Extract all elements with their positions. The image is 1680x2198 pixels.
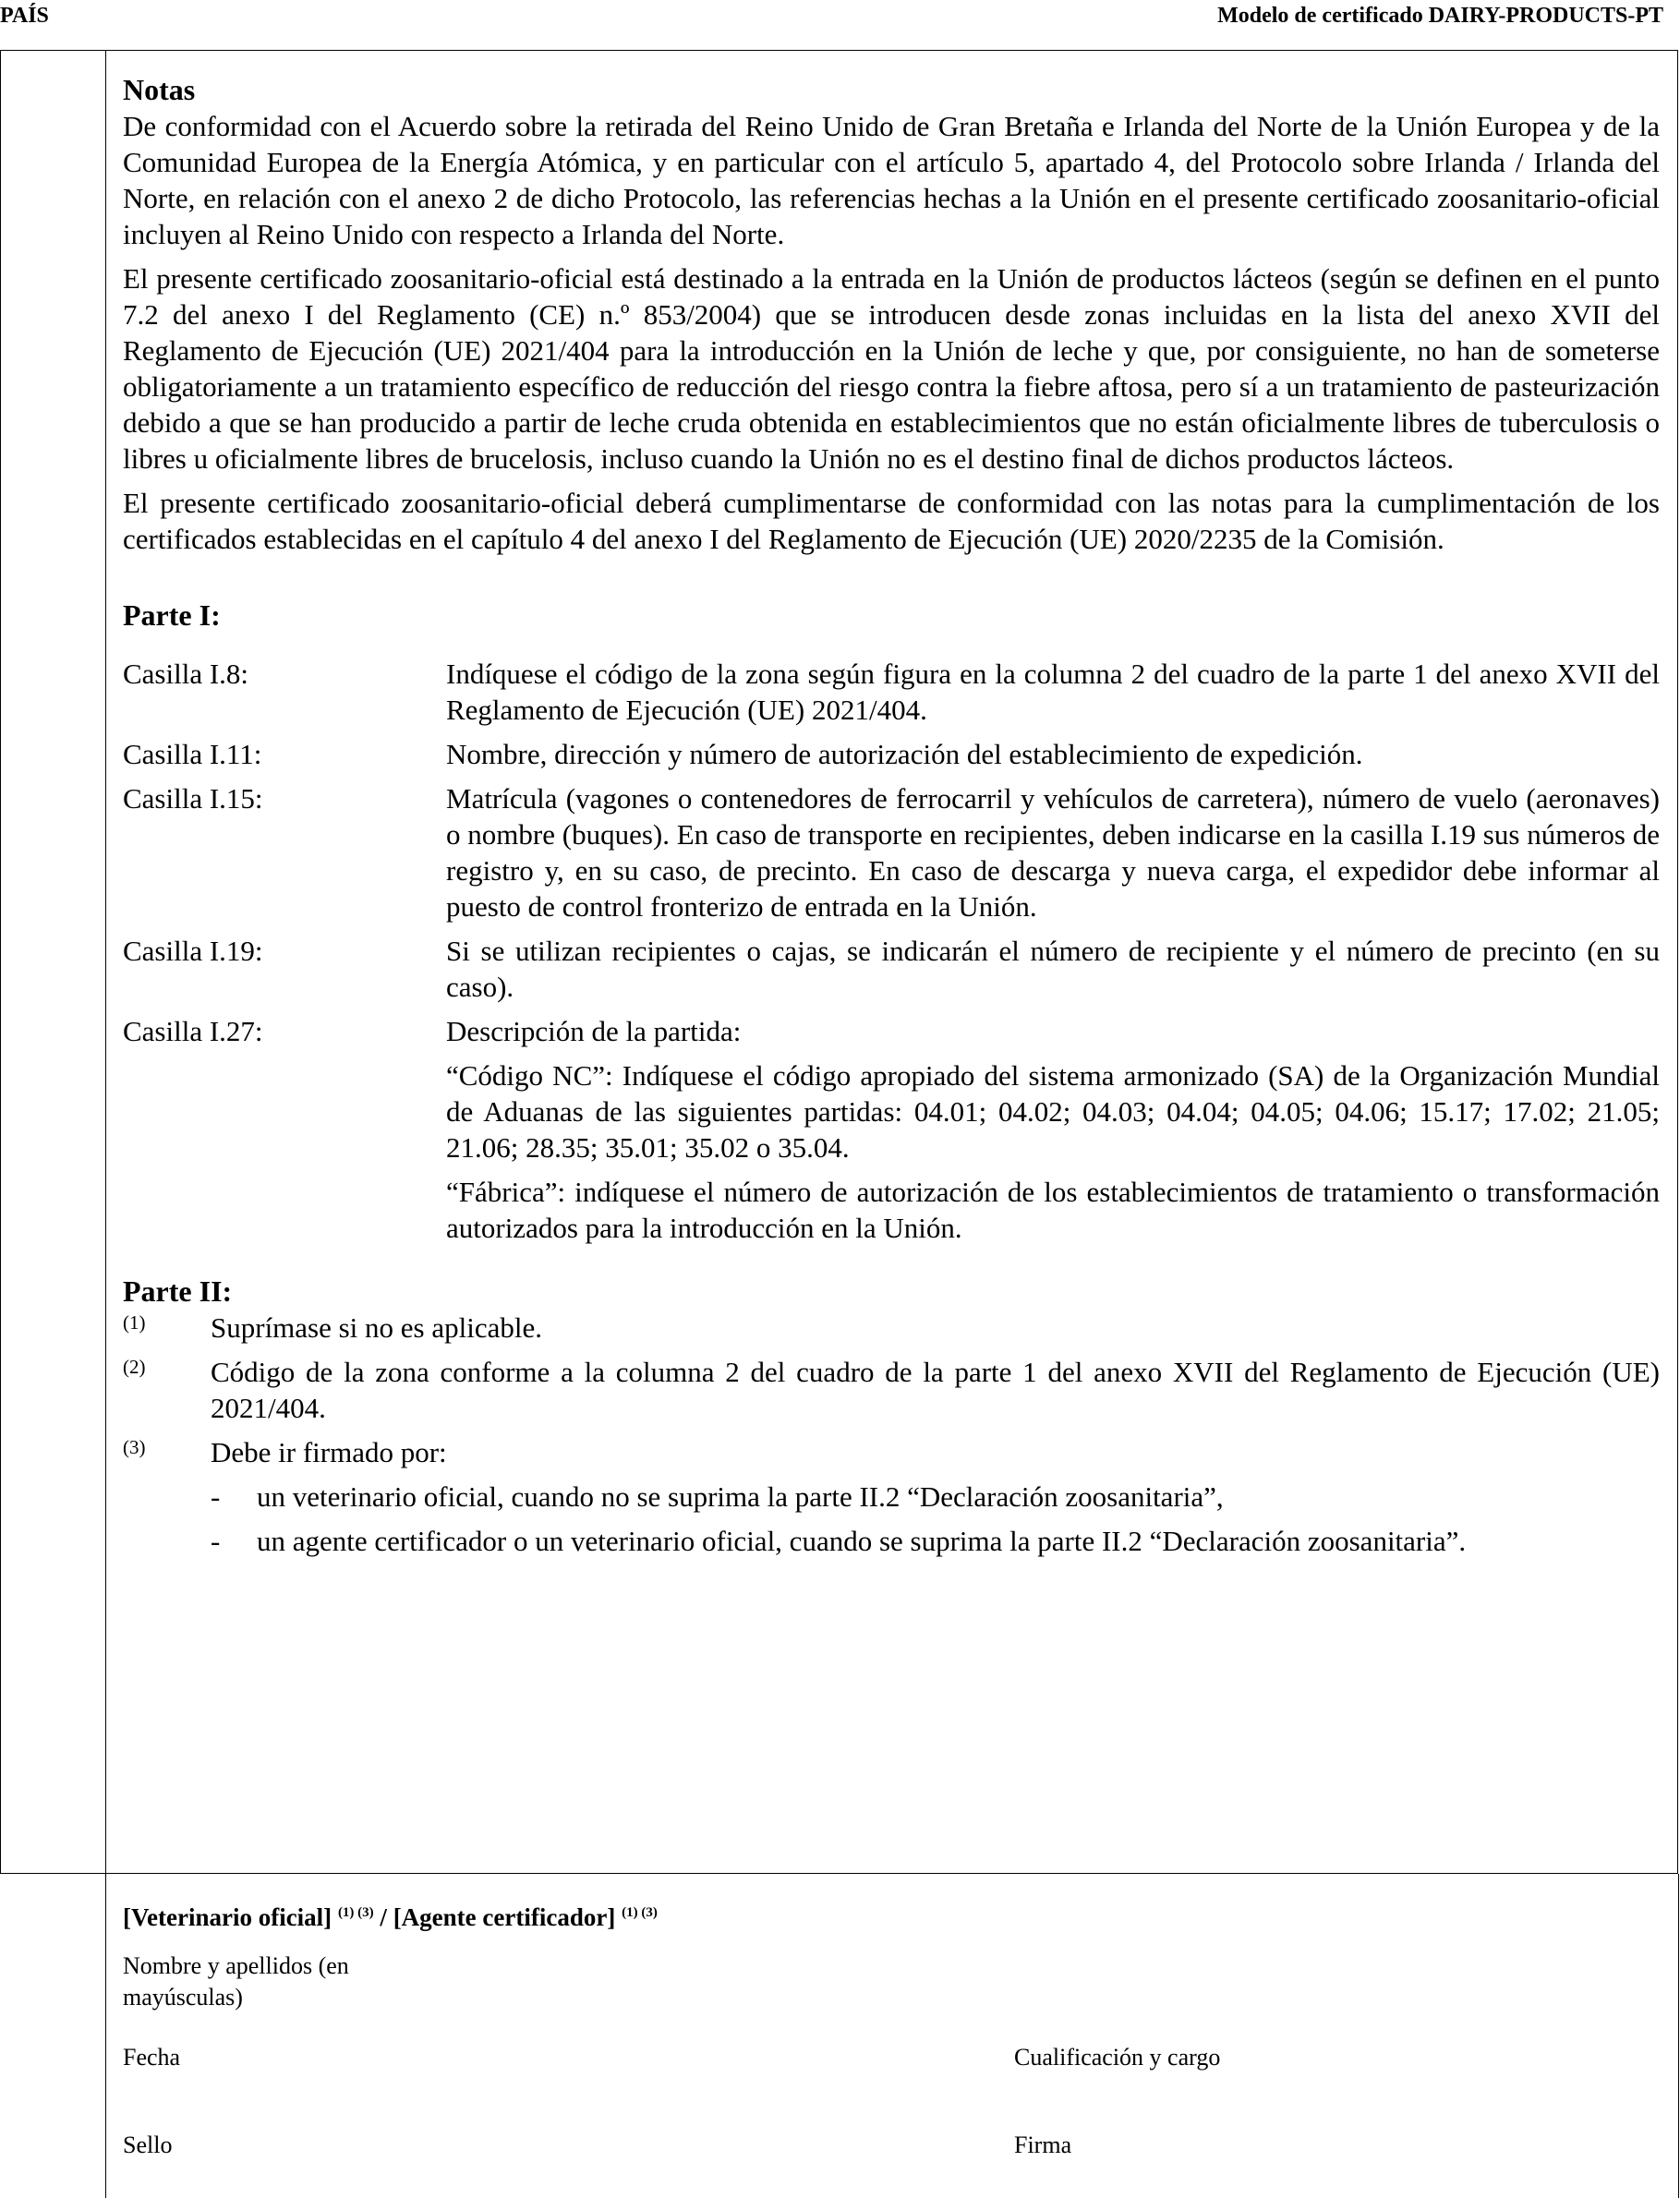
notes-paragraph: De conformidad con el Acuerdo sobre la retirada del Reino Unido de Gran Bretaña e Irlanda del Norte de la Unión Europea y de la Comunidad Europea de la Energía Atómica, y en particular con el artículo 5, apartado 4, del Protocolo sobre Irlanda / Irlanda del Norte, en relación con el anexo 2 de dicho Protocolo, las referencias hechas a la Unión en el presente certificado zoosanitario-oficial incluyen al Reino Unido con respecto a Irlanda del Norte. [123,110,1660,250]
footnote-ref: (1) (3) [337,1905,374,1920]
footnote [123,1310,1660,1346]
header-model: Modelo de certificado DAIRY-PRODUCTS-PT [1217,4,1663,28]
bullet-item [211,1523,1660,1559]
footnote-text: Código de la zona conforme a la columna 2 del cuadro de la parte 1 del anexo XVII del Reglamento de Ejecución (UE) 2021/404. [211,1356,1660,1424]
footnote-number: (1) [123,1311,146,1334]
footnote-number: (2) [123,1356,146,1378]
bullet-text: un veterinario oficial, cuando no se suprima la parte II.2 “Declaración zoosanitaria”, [257,1480,1224,1513]
footnote-number: (3) [123,1436,146,1458]
notes-content [123,72,1660,1567]
casilla-label: Casilla I.11: [123,738,262,770]
left-column-divider [105,50,106,2198]
stamp-field-label: Sello [123,2132,173,2158]
footnote [123,1434,1660,1470]
casilla-text: Descripción de la partida: [446,1015,742,1047]
official-vet-label: [Veterinario oficial] [123,1903,332,1931]
casilla-text: Matrícula (vagones o contenedores de ferrocarril y vehículos de carretera), número de vuelo (aeronaves) o nombre (buques). En caso de transporte en recipientes, deben indicarse en la casilla I.19 sus números de registro y, en su caso, de precinto. En caso de descarga y nueva carga, el expedidor debe informar al puesto de control fronterizo de entrada en la Unión. [446,782,1660,923]
casilla-item [123,780,1660,924]
certifying-agent-label: [Agente certificador] [393,1903,616,1931]
casilla-item [123,1013,1660,1246]
footnote-ref: (1) (3) [622,1905,658,1920]
notes-title: Notas [123,73,196,106]
casilla-text: Nombre, dirección y número de autorización del establecimiento de expedición. [446,738,1363,770]
casilla-text: “Fábrica”: indíquese el número de autorización de los establecimientos de tratamiento o transformación autorizados para la introducción en la Unión. [446,1176,1660,1244]
casilla-label: Casilla I.27: [123,1015,263,1047]
casilla-text: Si se utilizan recipientes o cajas, se indicarán el número de recipiente y el número de precinto (en su caso). [446,935,1660,1003]
footnote-text: Suprímase si no es aplicable. [211,1311,542,1344]
casilla-item [123,656,1660,728]
part2-title: Parte II: [123,1274,233,1308]
bullet-text: un agente certificador o un veterinario oficial, cuando se suprima la parte II.2 “Declaración zoosanitaria”. [257,1525,1467,1557]
bullet-dash: - [211,1525,221,1557]
casilla-label: Casilla I.8: [123,658,249,690]
signature-field-label: Firma [1014,2132,1072,2158]
bullet-dash: - [211,1480,221,1513]
casilla-item [123,933,1660,1005]
footnote [123,1354,1660,1426]
casilla-item [123,736,1660,772]
title-separator: / [373,1903,393,1931]
casilla-label: Casilla I.15: [123,782,263,815]
signature-title [123,1897,658,1933]
footnote-text: Debe ir firmado por: [211,1436,447,1468]
casilla-text: “Código NC”: Indíquese el código apropiado del sistema armonizado (SA) de la Organización Mundial de Aduanas de las siguientes partidas: 04.01; 04.02; 04.03; 04.04; 04.05; 04.06; 15.17; 17.02; 21.05; 21.06; 28.35; 35.01; 35.02 o 35.04. [446,1059,1660,1164]
casilla-label: Casilla I.19: [123,935,263,967]
name-field-label: Nombre y apellidos (en mayúsculas) [123,1952,349,2011]
date-field-label: Fecha [123,2044,181,2071]
part1-title: Parte I: [123,598,221,632]
signature-right-border [1678,1874,1679,2198]
bullet-item [211,1479,1660,1515]
notes-paragraph: El presente certificado zoosanitario-oficial deberá cumplimentarse de conformidad con las notas para la cumplimentación de los certificados establecidas en el capítulo 4 del anexo I del Reglamento de Ejecución (UE) 2020/2235 de la Comisión. [123,487,1660,555]
header-country: PAÍS [0,4,49,28]
casilla-text: Indíquese el código de la zona según figura en la columna 2 del cuadro de la parte 1 del anexo XVII del Reglamento de Ejecución (UE) 2021/404. [446,658,1660,726]
qualification-field-label: Cualificación y cargo [1014,2044,1221,2071]
notes-paragraph: El presente certificado zoosanitario-oficial está destinado a la entrada en la Unión de productos lácteos (según se definen en el punto 7.2 del anexo I del Reglamento (CE) n.º 853/2004) que se introducen desde zonas incluidas en la lista del anexo XVII del Reglamento de Ejecución (UE) 2021/404 para la introducción en la Unión de leche y que, por consiguiente, no han de someterse obligatoriamente a un tratamiento específico de reducción del riesgo contra la fiebre aftosa, pero sí a un tratamiento de pasteurización debido a que se han producido a partir de leche cruda obtenida en establecimientos que no están oficialmente libres de tuberculosis o libres u oficialmente libres de brucelosis, incluso cuando la Unión no es el destino final de dichos productos lácteos. [123,262,1660,475]
